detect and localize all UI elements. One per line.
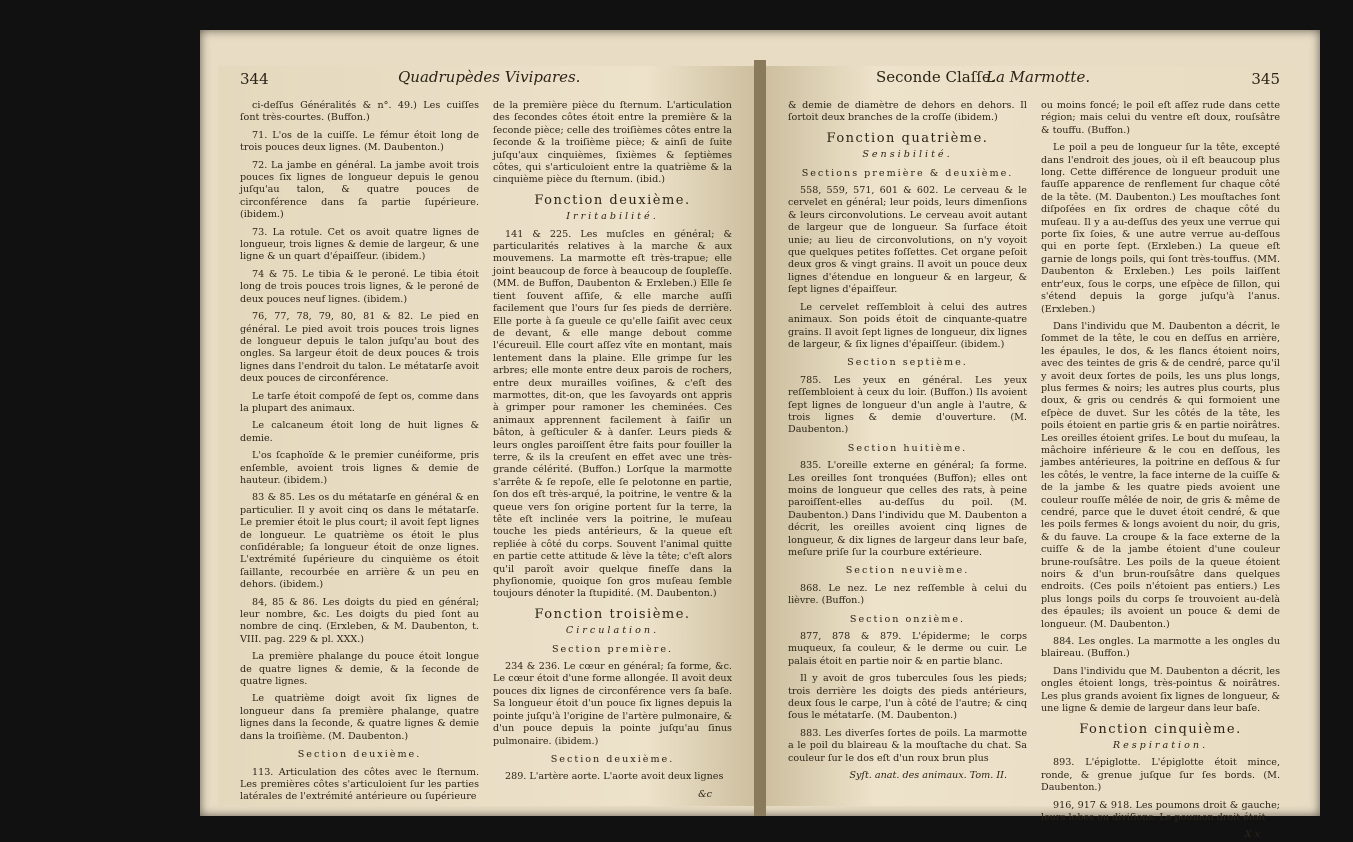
running-title-left: Seconde Claſſe.: [876, 68, 996, 86]
fonction-heading: Fonction troisième.: [534, 606, 691, 622]
paragraph: ci-deſſus Généralités & n°. 49.) Les cuiſſes ſont très-courtes. (Buffon.): [240, 100, 479, 124]
paragraph: 72. La jambe en général. La jambe avoit trois pouces ſix lignes de longueur depuis le genou juſqu'au talon, & quatre pouces de circonférence dans ſa partie ſupérieure. (ibidem.): [240, 159, 479, 221]
left-column-1: [240, 100, 479, 803]
page-number: 344: [240, 70, 269, 88]
right-column-2: [1041, 100, 1280, 841]
left-page: [218, 66, 754, 806]
paragraph: 76, 77, 78, 79, 80, 81 & 82. Le pied en général. Le pied avoit trois pouces trois lignes de longueur depuis le talon juſqu'au bout des ongles. Sa largeur étoit de deux pouces & trois lignes dans l'endroit du talon. Le métatarſe avoit deux pouces de circonférence.: [240, 311, 479, 385]
paragraph: de la première pièce du ſternum. L'articulation des ſecondes côtes étoit entre la première & la ſeconde pièce; celle des troiſièmes côtes entre la ſeconde & la troiſième pièce; & ainſi de ſuite juſqu'aux cinquièmes, ſixièmes & ſeptièmes côtes, qui s'articuloient entre la quatrième & la cinquième pièce du ſternum. (ibid.): [493, 100, 732, 186]
fonction-heading: Fonction deuxième.: [534, 192, 691, 208]
paragraph: 884. Les ongles. La marmotte a les ongles du blaireau. (Buffon.): [1041, 636, 1280, 660]
paragraph: 558, 559, 571, 601 & 602. Le cerveau & le cervelet en général; leur poids, leurs dimenſions & leurs circonvolutions. Le cerveau avoit autant de largeur que de longueur. Sa ſurface étoit unie; au lieu de circonvolutions, on n'y voyoit que quelques petites foſſettes. Cet organe peſoit deux gros & vingt grains. Il avoit un pouce deux lignes d'étendue en longueur & en largeur, & ſept lignes d'épaiſſeur.: [788, 185, 1027, 296]
section-heading: Section neuvième.: [845, 565, 970, 577]
signature-line: Syſt. anat. des animaux. Tom. II.: [849, 770, 1007, 782]
section-heading: Sections première & deuxième.: [801, 167, 1014, 179]
right-column-1: [788, 100, 1027, 800]
paragraph: 289. L'artère aorte. L'aorte avoit deux lignes: [505, 771, 724, 783]
fonction-heading: Fonction cinquième.: [1079, 721, 1242, 737]
paragraph: La première phalange du pouce étoit longue de quatre lignes & demie, & la ſeconde de quatre lignes.: [240, 651, 479, 688]
paragraph: 141 & 225. Les muſcles en général; & particularités relatives à la marche & aux mouvemens. La marmotte eſt très-trapue; elle joint beaucoup de force à beaucoup de ſoupleſſe. (MM. de Buffon, Daubenton & Erxleben.) Elle ſe tient ſouvent aſſiſe, & elle marche auſſi facilement que l'ours ſur ſes pieds de derrière. Elle porte à ſa gueule ce qu'elle ſaiſit avec ceux de devant, & elle mange debout comme l'écureuil. Elle court aſſez vîte en montant, mais lentement dans la plaine. Elle grimpe ſur les arbres; elle monte entre deux parois de rochers, entre deux murailles voiſines, & c'eſt des marmottes, dit-on, que les ſavoyards ont appris à grimper pour ramoner les cheminées. Ces animaux apprennent facilement à ſaiſir un bâton, à geſticuler & à danſer. Leurs pieds & leurs ongles paroiſſent être faits pour fouiller la terre, & ils la creuſent en effet avec une très-grande célérité. (Buffon.) Lorſque la marmotte s'arrête & ſe repoſe, elle ſe pelotonne en partie, ſon dos eſt très-arqué, la poitrine, le ventre & la queue vers ſon origine portent ſur la terre, la tête eſt inclinée vers la poitrine, le muſeau touche les pieds antérieurs, & la queue eſt repliée à côté du corps. Souvent l'animal quitte en partie cette attitude & lève la tête; c'eſt alors qu'il paroît avoir quelque fineſſe dans la phyſionomie, quoique ſon gros muſeau ſemble toujours dénoter la ſtupidité. (M. Daubenton.): [493, 228, 732, 600]
right-page-header: [766, 66, 1302, 94]
paragraph: & demie de diamètre de dehors en dehors. Il ſortoit deux branches de la croſſe (ibidem.): [788, 100, 1027, 124]
paragraph: Il y avoit de gros tubercules ſous les pieds; trois derrière les doigts des pieds antérieurs, deux ſous le carpe, l'un à côté de l'autre; & cinq ſous le métatarſe. (M. Daubenton.): [788, 673, 1027, 722]
paragraph: 785. Les yeux en général. Les yeux reſſembloient à ceux du loir. (Buffon.) Ils avoient ſept lignes de longueur d'un angle à l'autre, & trois lignes & demie d'ouverture. (M. Daubenton.): [788, 374, 1027, 436]
paragraph: 113. Articulation des côtes avec le ſternum. Les premières côtes s'articuloient ſur les parties latérales de l'extrémité antérieure ou ſupérieure: [240, 766, 479, 803]
right-page: [766, 66, 1302, 841]
paragraph: ou moins foncé; le poil eſt aſſez rude dans cette région; mais celui du ventre eſt doux, rouſsâtre & touffu. (Buffon.): [1041, 100, 1280, 136]
paragraph: 835. L'oreille externe en général; ſa forme. Les oreilles ſont tronquées (Buffon); elles ont moins de longueur que celles des rats, à peine paroiſſent-elles au-deſſus du poil. (M. Daubenton.) Dans l'individu que M. Daubenton a décrit, les oreilles avoient cinq lignes de longueur, & dix lignes de largeur dans leur baſe, meſure priſe ſur la courbure extérieure.: [788, 460, 1027, 558]
signature-mark: X x: [1244, 829, 1260, 841]
subheading: Sensibilité.: [862, 149, 953, 161]
paragraph: Le quatrième doigt avoit ſix lignes de longueur dans ſa première phalange, quatre lignes dans la ſeconde, & quatre lignes & demie dans la troiſième. (M. Daubenton.): [240, 693, 479, 742]
paragraph: 868. Le nez. Le nez reſſemble à celui du lièvre. (Buffon.): [788, 582, 1027, 607]
subheading: Circulation.: [565, 625, 660, 637]
subheading: Irritabilité.: [566, 211, 659, 223]
catchword: &c: [698, 788, 712, 800]
paragraph: L'os ſcaphoïde & le premier cunéiforme, pris enſemble, avoient trois lignes & demie de hauteur. (ibidem.): [240, 450, 479, 486]
paragraph: 83 & 85. Les os du métatarſe en général & en particulier. Il y avoit cinq os dans le métatarſe. Le premier étoit le plus court; il avoit ſept lignes de longueur. Le quatrième os étoit le plus conſidérable; ſa longueur étoit de onze lignes. L'extrémité ſupérieure du cinquième os étoit ſaillante, recourbée en arrière & un peu en dehors. (ibidem.): [240, 492, 479, 591]
book-gutter: [754, 60, 766, 816]
paragraph: 71. L'os de la cuiſſe. Le fémur étoit long de trois pouces deux lignes. (M. Daubenton.): [240, 129, 479, 154]
left-column-2: [493, 100, 732, 800]
paragraph: 73. La rotule. Cet os avoit quatre lignes de longueur, trois lignes & demie de largeur, & une ligne & un quart d'épaiſſeur. (ibidem.): [240, 226, 479, 263]
paragraph: Le calcaneum étoit long de huit lignes & demie.: [240, 420, 479, 444]
subheading: Respiration.: [1112, 739, 1209, 751]
paragraph: 234 & 236. Le cœur en général; ſa forme, &c. Le cœur étoit d'une forme allongée. Il avoit deux pouces dix lignes de circonférence vers ſa baſe. Sa longueur étoit d'un pouce ſix lignes depuis la pointe juſqu'à l'origine de l'artère pulmonaire, & d'un pouce depuis la pointe juſqu'au ſinus pulmonaire. (ibidem.): [493, 661, 732, 747]
section-heading: Section onzième.: [849, 613, 966, 625]
section-heading: Section septième.: [847, 357, 968, 369]
open-book: [200, 30, 1320, 841]
fonction-heading: Fonction quatrième.: [826, 130, 989, 146]
section-heading: Section huitième.: [847, 442, 968, 454]
paragraph: 877, 878 & 879. L'épiderme; le corps muqueux, ſa couleur, & le derme ou cuir. Le palais étoit en partie noir & en partie blanc.: [788, 631, 1027, 667]
paragraph: 893. L'épiglotte. L'épiglotte étoit mince, ronde, & grenue juſque ſur ſes bords. (M. Daubenton.): [1041, 757, 1280, 794]
left-page-header: [218, 66, 754, 94]
paragraph: Dans l'individu que M. Daubenton a décrit, les ongles étoient longs, très-pointus & noirâtres. Les plus grands avoient ſix lignes de longueur, & une ligne & demie de largeur dans leur baſe.: [1041, 665, 1280, 715]
section-heading: Section première.: [551, 643, 674, 655]
running-title-right: La Marmotte.: [986, 68, 1091, 86]
section-heading: Section deuxième.: [297, 749, 422, 761]
running-title: Quadrupèdes Vivipares.: [398, 68, 581, 86]
paragraph: Le cervelet reſſembloit à celui des autres animaux. Son poids étoit de cinquante-quatre grains. Il avoit ſept lignes de longueur, dix lignes de largeur, & ſix lignes d'épaiſſeur. (ibidem.): [788, 301, 1027, 350]
paragraph: Dans l'individu que M. Daubenton a décrit, le ſommet de la tête, le cou en deſſus en arrière, les épaules, le dos, & les flancs étoient noirs, avec des teintes de gris & de cendré, parce qu'il y avoit deux ſortes de poils, les uns plus longs, plus fermes & noirs; les autres plus courts, plus doux, & gris ou cendrés & qui formoient une eſpèce de duvet. Sur les côtés de la tête, les poils étoient en partie gris & en partie noirâtres. Les oreilles étoient griſes. Le bout du muſeau, la mâchoire inférieure & le cou en deſſous, les jambes antérieures, la poitrine en deſſous & ſur les côtés, le ventre, la face interne de la cuiſſe & de la jambe & les quatre pieds avoient une couleur rouſſe mêlée de noir, de gris & même de cendré, parce que le duvet étoit cendré, & que les poils fermes & longs avoient du noir, du gris, & du fauve. La croupe & la face externe de la cuiſſe & de la jambe étoient d'une couleur brune-rouſsâtre. Les poils de la queue étoient noirs & d'un brun-rouſsâtre dans quelques endroits. (Ces poils n'étoient pas entiers.) Les plus longs poils du corps ſe trouvoient au-delà des épaules; ils avoient un pouce & demi de longueur. (M. Daubenton.): [1041, 320, 1280, 630]
section-heading: Section deuxième.: [550, 753, 675, 765]
paragraph: Le poil a peu de longueur ſur la tête, excepté dans l'endroit des joues, où il eſt beaucoup plus long. Cette différence de longueur produit une fauſſe apparence de renflement ſur chaque côté de la tête. (M. Daubenton.) Les mouſtaches ſont diſpoſées en ſix ordres de chaque côté du muſeau. Il y a au-deſſus des yeux une verrue qui porte ſix ſoies, & une autre verrue au-deſſous qui en porte ſept. (Erxleben.) La queue eſt garnie de longs poils, qui ſont très-touffus. (MM. Daubenton & Erxleben.) Les poils laiſſent entr'eux, ſous le corps, une eſpèce de ſillon, qui s'étend depuis la gorge juſqu'à l'anus. (Erxleben.): [1041, 142, 1280, 315]
paragraph: 84, 85 & 86. Les doigts du pied en général; leur nombre, &c. Les doigts du pied ſont au nombre de cinq. (Erxleben, & M. Daubenton, t. VIII. pag. 229 & pl. XXX.): [240, 596, 479, 645]
page-number: 345: [1251, 70, 1280, 88]
paragraph: 916, 917 & 918. Les poumons droit & gauche; leurs lobes ou diviſions. Le poumon droit étoit: [1041, 799, 1280, 823]
paragraph: Le tarſe étoit compoſé de ſept os, comme dans la plupart des animaux.: [240, 390, 479, 414]
paragraph: 883. Les diverſes ſortes de poils. La marmotte a le poil du blaireau & la mouſtache du chat. Sa couleur ſur le dos eſt d'un roux brun plus: [788, 727, 1027, 764]
paragraph: 74 & 75. Le tibia & le peroné. Le tibia étoit long de trois pouces trois lignes, & le peroné de deux pouces neuf lignes. (ibidem.): [240, 268, 479, 305]
